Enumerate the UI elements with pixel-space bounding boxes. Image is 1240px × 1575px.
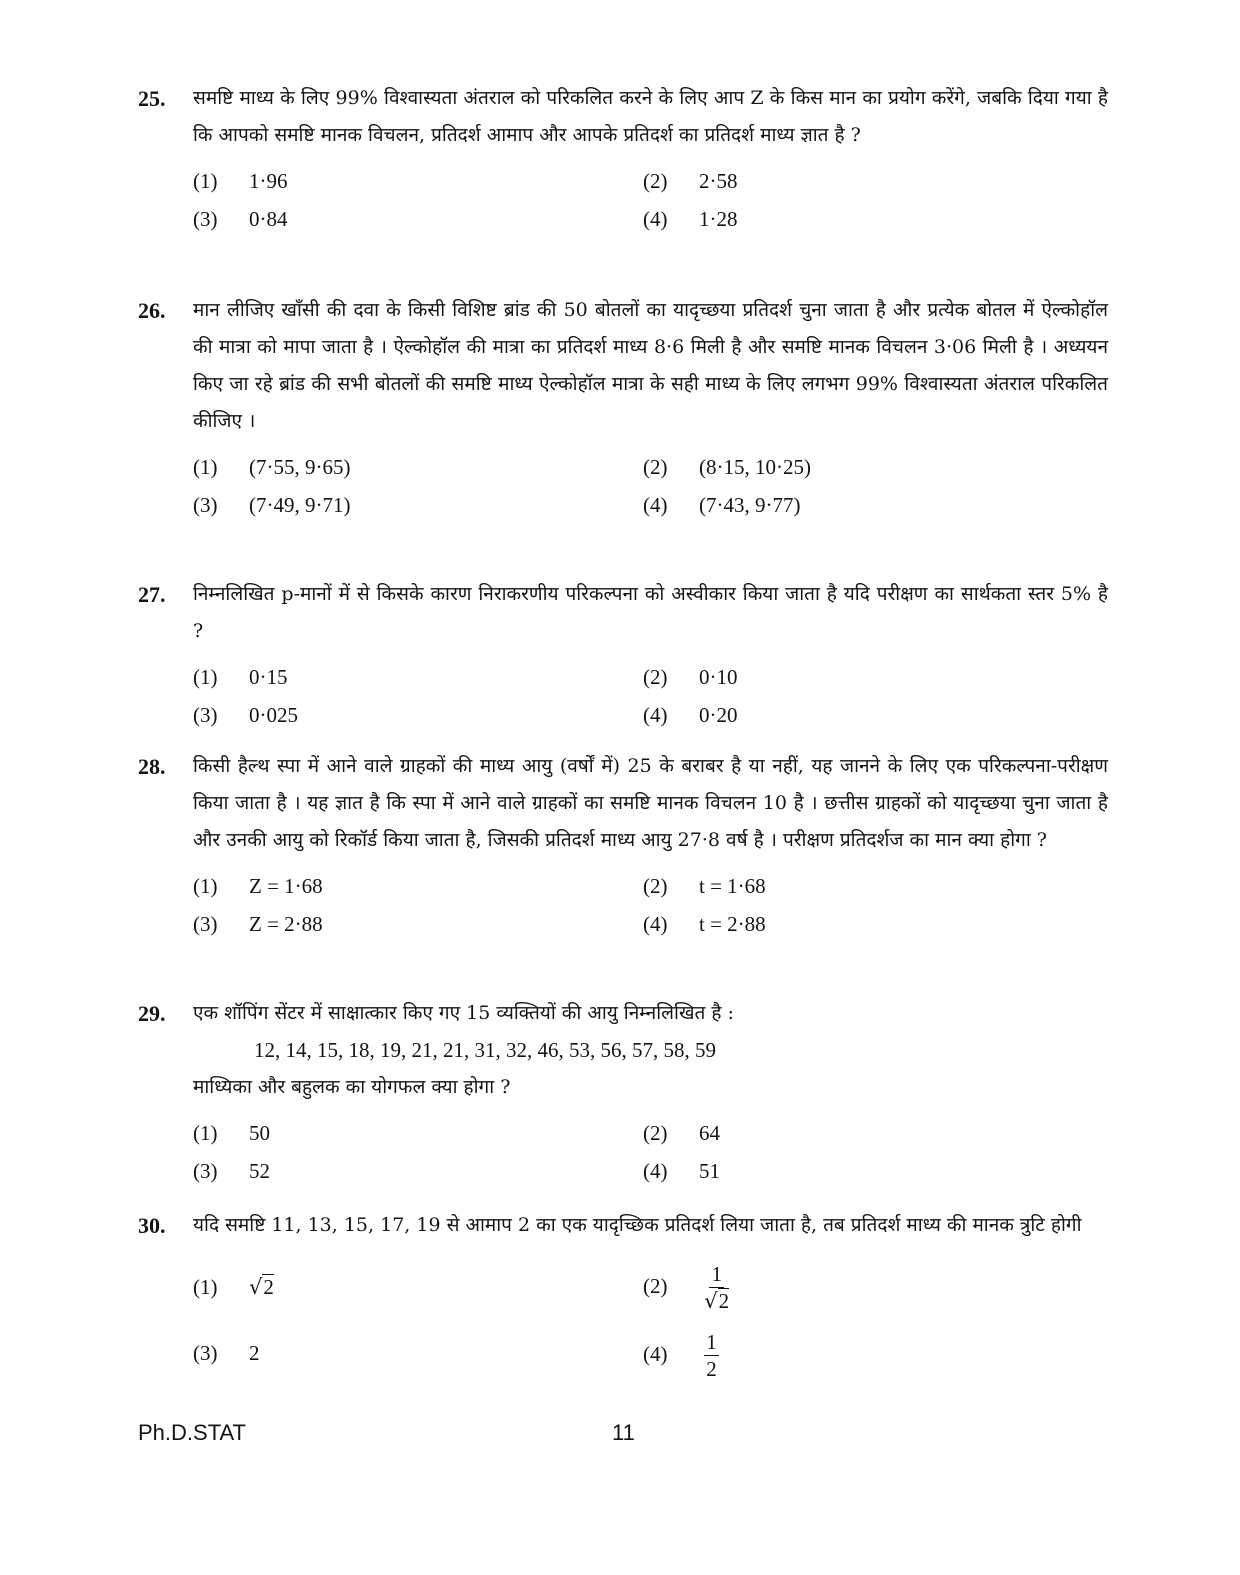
- option-value: (7·43, 9·77): [699, 493, 801, 517]
- option-value: 0·84: [249, 207, 288, 231]
- option-label: (2): [643, 665, 668, 689]
- option-label: (4): [643, 1342, 668, 1366]
- fraction-numerator: 1: [711, 1262, 722, 1287]
- option-value: 0·15: [249, 665, 288, 689]
- option-1[interactable]: [193, 867, 323, 905]
- option-value: t = 2·88: [699, 912, 766, 936]
- question-text: मान लीजिए खाँसी की दवा के किसी विशिष्ट ब्रांड की 50 बोतलों का यादृच्छया प्रतिदर्श चुना जाता है और प्रत्येक बोतल में ऐल्कोहॉल की मात्रा को मापा जाता है । ऐल्कोहॉल की मात्रा का प्रतिदर्श माध्य 8·6 मिली है और समष्टि मानक विचलन 3·06 मिली है । अध्ययन किए जा रहे ब्रांड की सभी बोतलों की समष्टि माध्य ऐल्कोहॉल मात्रा के सही माध्य के लिए लगभग 99% विश्वास्यता अंतराल परिकलित कीजिए ।: [193, 299, 1108, 432]
- question-text: एक शॉपिंग सेंटर में साक्षात्कार किए गए 15 व्यक्तियों की आयु निम्नलिखित है :: [193, 1002, 734, 1024]
- option-2[interactable]: [643, 1114, 720, 1152]
- option-value: 1·96: [249, 169, 288, 193]
- option-label: (1): [193, 455, 218, 479]
- option-label: (3): [193, 493, 218, 517]
- fraction: [704, 1332, 719, 1380]
- question-text: समष्टि माध्य के लिए 99% विश्वास्यता अंतराल को परिकलित करने के लिए आप Z के किस मान का प्रयोग करेंगे, जबकि दिया गया है कि आपको समष्टि मानक विचलन, प्रतिदर्श आमाप और आपके प्रतिदर्श का प्रतिदर्श माध्य ज्ञात है ?: [193, 87, 1108, 146]
- question-number: 29.: [138, 1001, 166, 1026]
- option-1[interactable]: [193, 448, 350, 486]
- question-26: [138, 292, 1108, 524]
- sqrt-symbol: √: [249, 1275, 263, 1299]
- option-4[interactable]: [643, 696, 738, 734]
- option-3[interactable]: [193, 486, 350, 524]
- fraction-denominator: [704, 1288, 729, 1312]
- fraction-denominator: 2: [706, 1357, 717, 1382]
- question-text: निम्नलिखित p-मानों में से किसके कारण निराकरणीय परिकल्पना को अस्वीकार किया जाता है यदि परीक्षण का सार्थकता स्तर 5% है ?: [193, 583, 1108, 642]
- option-value: 52: [249, 1159, 270, 1183]
- question-28: [138, 748, 1108, 943]
- option-label: (2): [643, 455, 668, 479]
- option-2[interactable]: [643, 867, 766, 905]
- option-label: (1): [193, 665, 218, 689]
- options: [193, 1114, 1108, 1190]
- option-label: (1): [193, 1121, 218, 1145]
- option-value: Z = 1·68: [249, 874, 323, 898]
- option-3[interactable]: [193, 1334, 260, 1372]
- option-1[interactable]: [193, 658, 288, 696]
- option-label: (3): [193, 703, 218, 727]
- options: [193, 448, 1108, 524]
- option-label: (3): [193, 912, 218, 936]
- option-1[interactable]: [193, 1114, 270, 1152]
- option-label: (2): [643, 169, 668, 193]
- paper-code: Ph.D.STAT: [138, 1420, 246, 1445]
- question-text-continued: माध्यिका और बहुलक का योगफल क्या होगा ?: [193, 1076, 511, 1098]
- options: [193, 658, 1108, 734]
- option-label: (4): [643, 703, 668, 727]
- option-value: 51: [699, 1159, 720, 1183]
- option-value: 0·10: [699, 665, 738, 689]
- options: [193, 867, 1108, 943]
- option-value: Z = 2·88: [249, 912, 323, 936]
- option-value: 1·28: [699, 207, 738, 231]
- option-label: (2): [643, 1274, 668, 1298]
- fraction: [704, 1264, 729, 1312]
- option-4[interactable]: [643, 1152, 720, 1190]
- option-2[interactable]: [643, 162, 738, 200]
- page-number: 11: [612, 1420, 635, 1445]
- option-label: (4): [643, 1159, 668, 1183]
- sqrt-radicand: 2: [718, 1289, 730, 1314]
- option-label: (1): [193, 1275, 218, 1299]
- option-value: (7·55, 9·65): [249, 455, 351, 479]
- question-25: [138, 80, 1108, 238]
- option-value: t = 1·68: [699, 874, 766, 898]
- question-number: 26.: [138, 298, 166, 323]
- question-number: 27.: [138, 582, 166, 607]
- option-2[interactable]: [643, 448, 811, 486]
- option-value: 64: [699, 1121, 720, 1145]
- question-number: 25.: [138, 86, 166, 111]
- option-label: (3): [193, 207, 218, 231]
- option-4[interactable]: [643, 200, 738, 238]
- fraction-numerator: 1: [706, 1330, 717, 1355]
- option-4[interactable]: [643, 486, 800, 524]
- option-3[interactable]: [193, 905, 323, 943]
- question-number: 28.: [138, 754, 166, 779]
- option-label: (4): [643, 912, 668, 936]
- option-label: (4): [643, 493, 668, 517]
- option-label: (4): [643, 207, 668, 231]
- question-27: [138, 576, 1108, 734]
- option-3[interactable]: [193, 1152, 270, 1190]
- option-value: (7·49, 9·71): [249, 493, 351, 517]
- option-2[interactable]: [643, 658, 738, 696]
- option-2[interactable]: [643, 1256, 729, 1316]
- question-text: यदि समष्टि 11, 13, 15, 17, 19 से आमाप 2 का एक यादृच्छिक प्रतिदर्श लिया जाता है, तब प्रतिदर्श माध्य की मानक त्रुटि होगी: [193, 1214, 1082, 1236]
- option-value: 0·025: [249, 703, 298, 727]
- question-30: [138, 1207, 1108, 1396]
- question-29: [138, 995, 1108, 1190]
- option-label: (2): [643, 1121, 668, 1145]
- option-label: (1): [193, 169, 218, 193]
- option-1[interactable]: [193, 162, 288, 200]
- option-value: 2: [249, 1341, 260, 1365]
- option-value: 0·20: [699, 703, 738, 727]
- option-label: (1): [193, 874, 218, 898]
- option-value: (8·15, 10·25): [699, 455, 811, 479]
- options: [193, 162, 1108, 238]
- ages-data-line: 12, 14, 15, 18, 19, 21, 21, 31, 32, 46, 53, 56, 57, 58, 59: [254, 1038, 716, 1062]
- question-text: किसी हैल्थ स्पा में आने वाले ग्राहकों की माध्य आयु (वर्षों में) 25 के बराबर है या नहीं, यह जानने के लिए एक परिकल्पना-परीक्षण किया जाता है । यह ज्ञात है कि स्पा में आने वाले ग्राहकों का समष्टि मानक विचलन 10 है । छत्तीस ग्राहकों को यादृच्छया चुना जाता है और उनकी आयु को रिकॉर्ड किया जाता है, जिसकी प्रतिदर्श माध्य आयु 27·8 वर्ष है । परीक्षण प्रतिदर्शज का मान क्या होगा ?: [193, 755, 1108, 851]
- option-1[interactable]: [193, 1268, 274, 1306]
- option-label: (3): [193, 1159, 218, 1183]
- sqrt-radicand: 2: [263, 1275, 274, 1299]
- option-value: 2·58: [699, 169, 738, 193]
- option-3[interactable]: [193, 200, 288, 238]
- option-label: (2): [643, 874, 668, 898]
- option-4[interactable]: [643, 1324, 719, 1384]
- option-value: 50: [249, 1121, 270, 1145]
- option-label: (3): [193, 1341, 218, 1365]
- option-3[interactable]: [193, 696, 298, 734]
- question-number: 30.: [138, 1213, 166, 1238]
- sqrt-symbol: √: [704, 1289, 718, 1314]
- options: [193, 1256, 1108, 1396]
- option-4[interactable]: [643, 905, 766, 943]
